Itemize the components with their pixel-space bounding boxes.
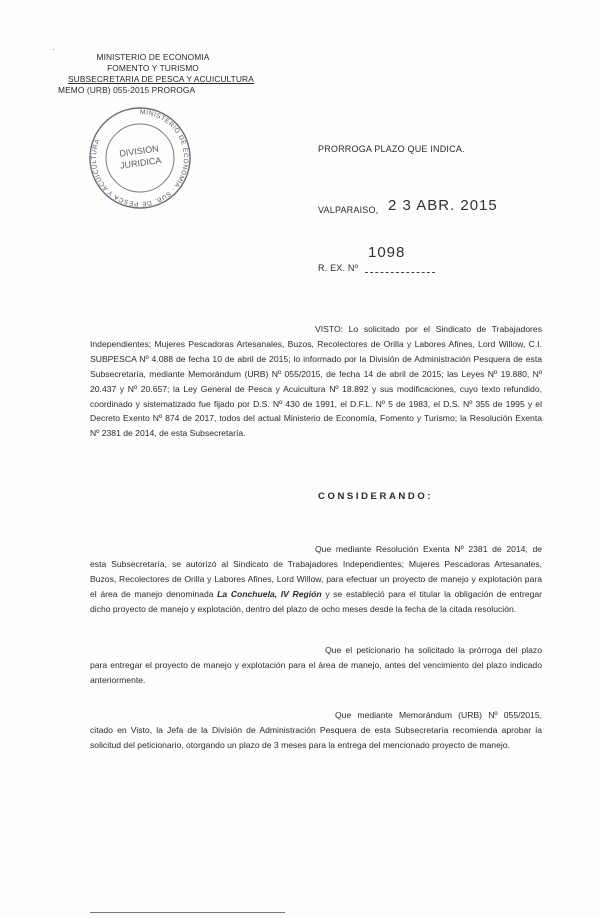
stamp-division-text: DIVISION: [118, 143, 160, 159]
considerando-3: [90, 708, 542, 753]
division-juridica-stamp: [84, 104, 196, 212]
page-bottom-rule: [90, 912, 285, 913]
date-label: VALPARAISO,: [318, 205, 379, 215]
resolution-number: 1098: [368, 244, 406, 261]
considerando-1: [90, 542, 542, 617]
considerando-2: [90, 643, 542, 688]
area-name: La Conchuela, IV Región: [217, 588, 322, 599]
stamp-juridica-text: JURIDICA: [119, 155, 162, 171]
ministry-line: MINISTERIO DE ECONOMIA: [96, 52, 210, 62]
resolution-number-label: R. EX. Nº: [318, 263, 359, 273]
considerando-3-text: Que mediante Memorándum (URB) Nº 055/2015, citado en Visto, la Jefa de la División de Administración Pesquera de esta Subsecretaría recomienda aprobar la solicitud del peticionario, otorgando un plazo de 3 meses para la entrega del mencionado proyecto de manejo.: [90, 710, 542, 750]
considerando-1-text-a: 2014, de esta Subsecretaría, se autorizó al Sindicato de Trabajadores Independientes; Mujeres Pescadoras Artesanales, Buzos, Recolectores de Orilla y Labores Afines, Lord Willow, para efectuar un proyecto de manejo y explotación para el área de manejo denominada: [90, 544, 543, 599]
document-subject: PRORROGA PLAZO QUE INDICA.: [318, 144, 465, 154]
memo-reference: MEMO (URB) 055-2015 PROROGA: [58, 85, 196, 95]
considerando-1-lead: Que mediante Resolución Exenta Nº 2381 de: [315, 544, 502, 554]
letterhead: [58, 52, 254, 96]
scan-mark: ·: [52, 45, 55, 54]
resolution-number-underline: [365, 272, 435, 273]
considerando-2-text: Que el peticionario ha solicitado la prórroga del plazo para entregar el proyecto de manejo y explotación para el área de manejo, antes del vencimiento del plazo indicado anteriormente.: [90, 645, 542, 685]
date-stamp: 2 3 ABR. 2015: [388, 197, 498, 214]
subsecretariat-line: SUBSECRETARIA DE PESCA Y ACUICULTURA: [68, 74, 254, 84]
ministry-subline: FOMENTO Y TURISMO: [107, 63, 199, 73]
considerando-heading: CONSIDERANDO:: [318, 491, 434, 502]
visto-paragraph: [90, 322, 542, 441]
considerando-1-text-b: y se estableció para el titular la obligación de entregar dicho proyecto de manejo y explotación, dentro del plazo de ocho meses desde la fecha de la citada resolución.: [90, 588, 543, 614]
visto-text: VISTO: Lo solicitado por el Sindicato de Trabajadores Independientes; Mujeres Pescadoras Artesanales, Buzos, Recolectores de Orilla y Labores Afines, Lord Willow, C.I. SUBPESCA Nº 4.088 de fecha 10 de abril de 2015; lo informado por la División de Administración Pesquera de esta Subsecretaría, mediante Memorándum (URB) Nº 055/2015, de fecha 14 de abril de 2015; las Leyes Nº 19.880, Nº 20.437 y Nº 20.657; la Ley General de Pesca y Acuicultura Nº 18.892 y sus modificaciones, cuyo texto refundido, coordinado y sistematizado fue fijado por D.S. Nº 430 de 1991, el D.F.L. Nº 5 de 1983, el D.S. Nº 355 de 1995 y el Decreto Exento Nº 874 de 2017, todos del actual Ministerio de Economía, Fomento y Turismo; la Resolución Exenta Nº 2381 de 2014, de esta Subsecretaría.: [90, 324, 542, 439]
stamp-outer-text: MINISTERIO DE ECONOMIA · SUB. DE PESCA Y ACUICULTURA: [90, 108, 190, 208]
